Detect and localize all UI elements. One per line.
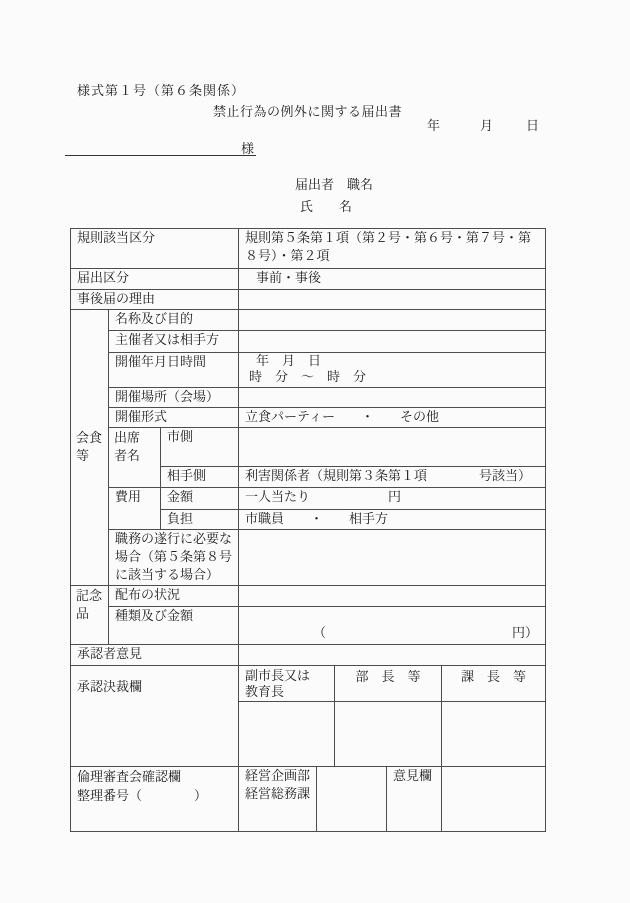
page-title: 禁止行為の例外に関する届出書	[212, 105, 402, 120]
city-side-value-cell[interactable]	[239, 428, 546, 467]
ethics-title-line: 倫理審査会確認欄	[77, 770, 182, 785]
duty-requirement-label-cell: 職務の遂行に必要な場合（第５条第８号に該当する場合）	[109, 530, 239, 586]
datetime-line-2: 時 分 ～ 時 分	[249, 370, 367, 385]
month-label: 月	[480, 119, 494, 134]
city-side-label-cell: 市側	[161, 428, 239, 467]
year-label: 年	[427, 119, 441, 134]
ethics-dept-cell: 経営企画部経営総務課	[239, 767, 317, 832]
organizer-label-cell: 主催者又は相手方	[109, 331, 239, 353]
name-purpose-label-cell: 名称及び目的	[109, 310, 239, 331]
deputy-mayor-header-cell: 副市長又は教育長	[239, 666, 335, 702]
post-filing-reason-value-cell[interactable]	[239, 290, 546, 310]
open-paren: （	[313, 626, 327, 641]
burden-label-cell: 負担	[161, 510, 239, 530]
notification-table	[70, 228, 546, 832]
director-header-cell: 部 長 等	[335, 666, 442, 702]
venue-label-cell: 開催場所（会場）	[109, 388, 239, 408]
approval-section-label-cell: 承認決裁欄	[71, 666, 239, 767]
format-label-cell: 開催形式	[109, 408, 239, 428]
type-amount-label-cell: 種類及び金額	[109, 607, 239, 645]
ethics-dept-stamp-cell[interactable]	[317, 767, 387, 832]
amount-label-cell: 金額	[161, 488, 239, 510]
submitter-title-line: 届出者 職名	[295, 178, 374, 193]
director-signature-cell[interactable]	[335, 702, 442, 767]
souvenir-group-cell: 記念品	[71, 586, 109, 645]
dining-group-cell: 会食等	[71, 310, 109, 586]
reference-number-line[interactable]: 整理番号（ ）	[77, 789, 208, 804]
venue-value-cell[interactable]	[239, 388, 546, 408]
distribution-value-cell[interactable]	[239, 586, 546, 607]
rule-category-label-cell: 規則該当区分	[71, 229, 239, 269]
section-chief-header-cell: 課 長 等	[442, 666, 546, 702]
filing-type-value-cell[interactable]: 事前・事後	[239, 269, 546, 290]
filing-type-label-cell: 届出区分	[71, 269, 239, 290]
distribution-label-cell: 配布の状況	[109, 586, 239, 607]
burden-value-cell[interactable]: 市職員 ・ 相手方	[239, 510, 546, 530]
name-purpose-value-cell[interactable]	[239, 310, 546, 331]
date-line	[427, 115, 539, 134]
yen-amount-line	[245, 625, 541, 642]
yen-close-paren: 円）	[512, 626, 539, 641]
attendees-group-cell: 出席者名	[109, 428, 161, 488]
post-filing-reason-label-cell: 事後届の理由	[71, 290, 239, 310]
expense-group-cell: 費用	[109, 488, 161, 530]
type-amount-value-cell[interactable]	[239, 607, 546, 645]
rule-category-value-cell[interactable]: 規則第５条第１項（第２号・第６号・第７号・第８号）・第２項	[239, 229, 546, 269]
opinion-label-cell: 意見欄	[387, 767, 442, 832]
section-chief-signature-cell[interactable]	[442, 702, 546, 767]
ethics-confirmation-label-cell	[71, 767, 239, 832]
deputy-mayor-signature-cell[interactable]	[239, 702, 335, 767]
day-label: 日	[526, 119, 540, 134]
datetime-line-1: 年 月 日	[256, 354, 322, 369]
approver-opinion-value-cell[interactable]	[239, 645, 546, 666]
duty-requirement-value-cell[interactable]	[239, 530, 546, 586]
datetime-label-cell: 開催年月日時間	[109, 353, 239, 388]
format-value-cell[interactable]: 立食パーティー ・ その他	[239, 408, 546, 428]
counterpart-label-cell: 相手側	[161, 467, 239, 488]
opinion-value-cell[interactable]	[442, 767, 546, 832]
submitter-name-line: 氏 名	[300, 200, 353, 215]
form-number: 様式第１号（第６条関係）	[77, 84, 246, 99]
counterpart-value-cell[interactable]: 利害関係者（規則第３条第１項 号該当）	[239, 467, 546, 488]
organizer-value-cell[interactable]	[239, 331, 546, 353]
addressee-suffix: 様	[240, 142, 254, 157]
amount-value-cell[interactable]: 一人当たり 円	[239, 488, 546, 510]
approver-opinion-label-cell: 承認者意見	[71, 645, 239, 666]
datetime-value-cell[interactable]	[239, 353, 546, 388]
addressee-blank-line[interactable]	[65, 138, 256, 156]
